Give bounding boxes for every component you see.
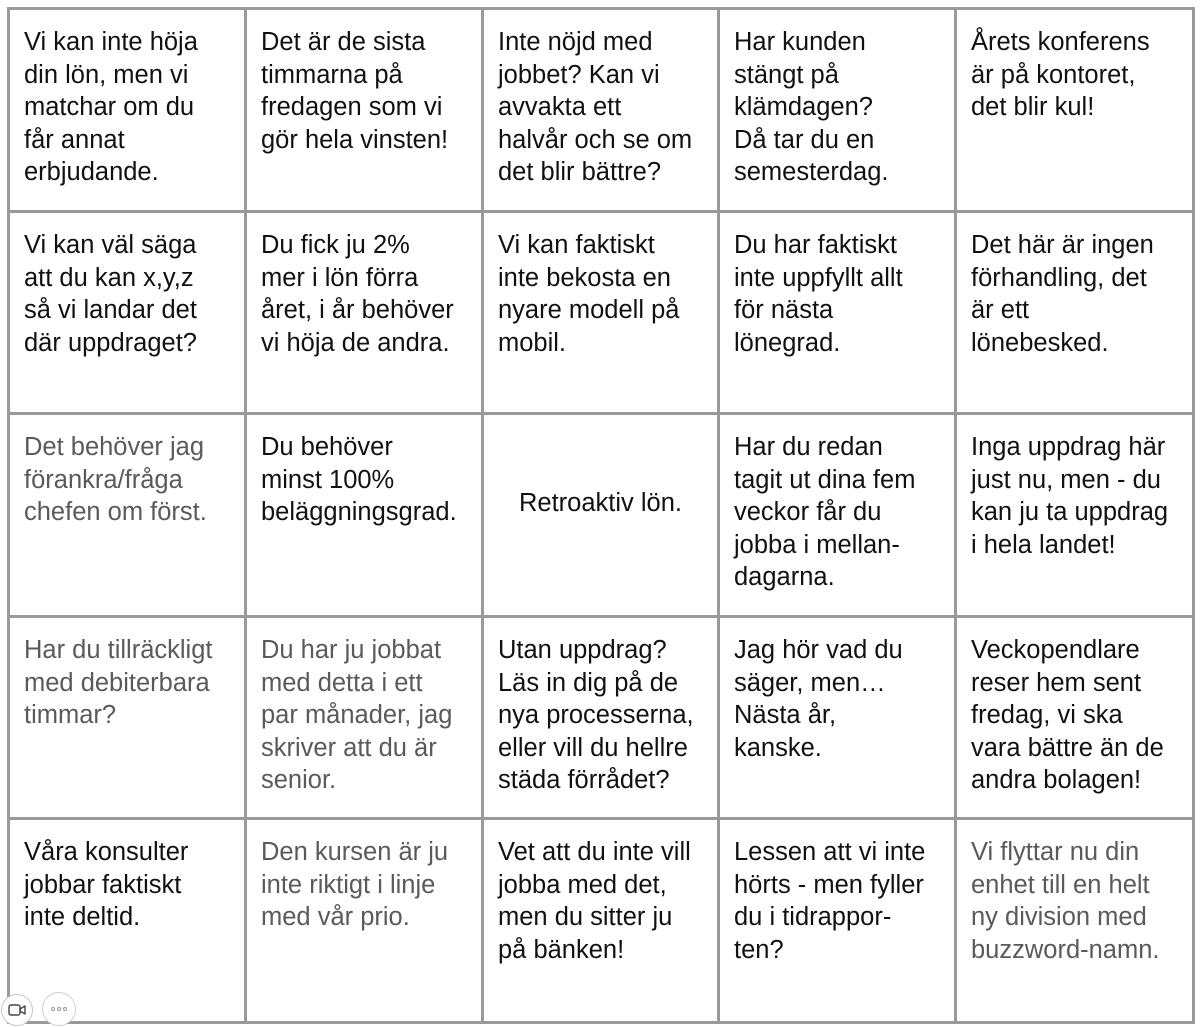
bingo-cell	[720, 415, 957, 618]
bingo-cell	[247, 10, 484, 213]
bingo-cell	[957, 213, 1195, 415]
bingo-cell	[247, 415, 484, 618]
bingo-cell-text: Har kunden stängt på klämdagen? Då tar du en semesterdag.	[734, 28, 889, 186]
bingo-cell	[484, 618, 720, 820]
bingo-cell-text: Vet att du inte vill jobba med det, men du sitter ju på bänken!	[498, 838, 691, 964]
video-camera-icon	[8, 1003, 26, 1017]
bingo-cell-text: Jag hör vad du säger, men… Nästa år, kanske.	[734, 636, 903, 762]
bingo-cell-text: Inga uppdrag här just nu, men - du kan ju ta uppdrag i hela landet!	[971, 433, 1169, 559]
bingo-cell	[10, 213, 247, 415]
bingo-cell	[957, 618, 1195, 820]
bingo-cell-text: Årets konferens är på kontoret, det blir kul!	[971, 28, 1150, 121]
bingo-cell-text: Den kursen är ju inte riktigt i linje med vår prio.	[261, 838, 449, 931]
bingo-cell-text: Vi kan väl säga att du kan x,y,z så vi landar det där uppdraget?	[24, 231, 197, 357]
bingo-cell-text: Vi kan faktiskt inte bekosta en nyare modell på mobil.	[498, 231, 680, 357]
bingo-cell	[957, 820, 1195, 1024]
bingo-cell-text: Du behöver minst 100% beläggningsgrad.	[261, 433, 457, 526]
bingo-cell-text: Våra konsulter jobbar faktiskt inte deltid.	[24, 838, 189, 931]
more-dots-icon	[63, 1007, 67, 1011]
bingo-cell	[957, 10, 1195, 213]
bingo-cell-text: Vi flyttar nu din enhet till en helt ny division med buzzword-namn.	[971, 838, 1160, 964]
more-dots-icon	[51, 1007, 55, 1011]
bingo-cell	[247, 820, 484, 1024]
bingo-cell	[720, 10, 957, 213]
bingo-cell-text: Det här är ingen förhandling, det är ett lönebesked.	[971, 231, 1154, 357]
more-dots-icon	[57, 1007, 61, 1011]
bingo-cell	[247, 213, 484, 415]
bingo-cell	[484, 820, 720, 1024]
bingo-cell	[247, 618, 484, 820]
bingo-cell-text: Du fick ju 2% mer i lön förra året, i år behöver vi höja de andra.	[261, 231, 454, 357]
bingo-cell	[720, 618, 957, 820]
bingo-cell-text: Lessen att vi inte hörts - men fyller du i tidrappor- ten?	[734, 838, 926, 964]
bingo-cell	[484, 10, 720, 213]
video-camera-button[interactable]	[1, 994, 33, 1026]
bingo-cell-text: Du har faktiskt inte uppfyllt allt för nästa lönegrad.	[734, 231, 903, 357]
bingo-cell-text: Du har ju jobbat med detta i ett par månader, jag skriver att du är senior.	[261, 636, 453, 794]
bingo-cell-text: Har du redan tagit ut dina fem veckor får du jobba i mellan- dagarna.	[734, 433, 916, 591]
bingo-cell	[10, 415, 247, 618]
bingo-cell-text: Utan uppdrag? Läs in dig på de nya processerna, eller vill du hellre städa förrådet?	[498, 636, 694, 794]
bingo-cell	[720, 213, 957, 415]
media-controls-overlay	[0, 993, 80, 1027]
bingo-center-cell	[484, 415, 720, 618]
bingo-cell-text: Har du tillräckligt med debiterbara timmar?	[24, 636, 213, 729]
bingo-cell-text: Det är de sista timmarna på fredagen som vi gör hela vinsten!	[261, 28, 449, 154]
bingo-cell	[957, 415, 1195, 618]
bingo-cell	[10, 10, 247, 213]
bingo-cell-text: Det behöver jag förankra/fråga chefen om först.	[24, 433, 207, 526]
bingo-cell	[10, 618, 247, 820]
bingo-cell-text: Vi kan inte höja din lön, men vi matchar om du får annat erbjudande.	[24, 28, 198, 186]
bingo-grid	[7, 7, 1195, 1024]
more-options-button[interactable]	[42, 992, 76, 1026]
bingo-cell-text: Veckopendlare reser hem sent fredag, vi ska vara bättre än de andra bolagen!	[971, 636, 1164, 794]
bingo-cell	[484, 213, 720, 415]
bingo-cell	[720, 820, 957, 1024]
bingo-cell-text: Inte nöjd med jobbet? Kan vi avvakta ett halvår och se om det blir bättre?	[498, 28, 693, 186]
bingo-cell-text: Retroaktiv lön.	[519, 488, 682, 517]
